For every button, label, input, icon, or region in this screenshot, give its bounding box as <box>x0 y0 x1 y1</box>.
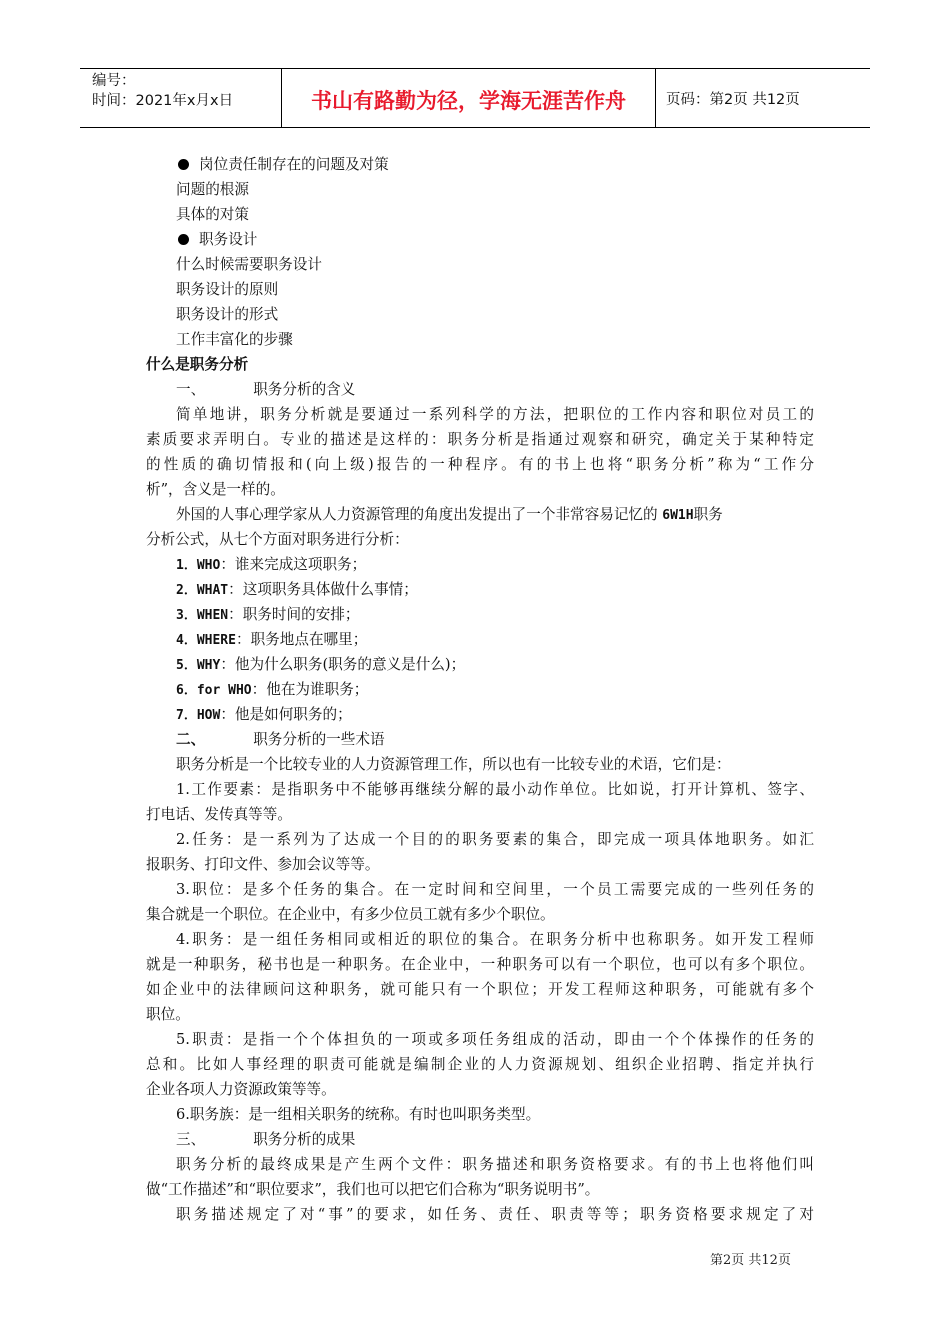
paragraph-line: 职位。 <box>146 1006 190 1023</box>
subsection-heading: 三、 职务分析的成果 <box>176 1131 356 1148</box>
paragraph-line: 职务分析的最终成果是产生两个文件：职务描述和职务资格要求。有的书上也将他们叫 <box>176 1156 814 1173</box>
header-meta <box>80 69 282 127</box>
formula-item: 7．HOW：他是如何职务的； <box>176 706 352 723</box>
paragraph-line: 报职务、打印文件、参加会议等等。 <box>146 856 380 873</box>
paragraph-line: 总和。比如人事经理的职责可能就是编制企业的人力资源规划、组织企业招聘、指定并执行 <box>146 1056 814 1073</box>
paragraph-line: 4.职务：是一组任务相同或相近的职位的集合。在职务分析中也称职务。如开发工程师 <box>176 931 814 948</box>
paragraph-line: 职务分析是一个比较专业的人力资源管理工作，所以也有一比较专业的术语，它们是： <box>176 756 731 773</box>
outline-item: 什么时候需要职务设计 <box>176 256 322 273</box>
subsection-heading: 一、 职务分析的含义 <box>176 381 356 398</box>
outline-item: 工作丰富化的步骤 <box>176 331 293 348</box>
paragraph-line: 简单地讲，职务分析就是要通过一系列科学的方法，把职位的工作内容和职位对员工的 <box>176 406 814 423</box>
paragraph-line: 打电话、发传真等等。 <box>146 806 292 823</box>
outline-item: 具体的对策 <box>176 206 249 223</box>
header-page-info: 页码：第2页 共12页 <box>666 91 800 108</box>
paragraph-line: 就是一种职务，秘书也是一种职务。在企业中，一种职务可以有一个职位，也可以有多个职位。 <box>146 956 814 973</box>
document-body <box>146 152 814 1227</box>
date-label: 时间：2021年x月x日 <box>92 93 234 109</box>
paragraph-line: 如企业中的法律顾问这种职务，就可能只有一个职位；开发工程师这种职务，可能就有多个 <box>146 981 814 998</box>
paragraph-line: 6.职务族：是一组相关职务的统称。有时也叫职务类型。 <box>176 1106 541 1123</box>
paragraph-line: 2.任务：是一系列为了达成一个目的的职务要素的集合，即完成一项具体地职务。如汇 <box>176 831 814 848</box>
paragraph-line: 外国的人事心理学家从人力资源管理的角度出发提出了一个非常容易记忆的 6W1H职务 <box>176 506 723 523</box>
outline-item: 职务设计的形式 <box>176 306 279 323</box>
section-title: 什么是职务分析 <box>146 356 249 373</box>
paragraph-line: 素质要求弄明白。专业的描述是这样的：职务分析是指通过观察和研究，确定关于某种特定 <box>146 431 814 448</box>
paragraph-line: 做“工作描述”和“职位要求”，我们也可以把它们合称为“职务说明书”。 <box>146 1181 600 1198</box>
page-header <box>80 68 870 128</box>
page-footer: 第2页 共12页 <box>710 1253 791 1268</box>
formula-item: 5．WHY：他为什么职务(职务的意义是什么)； <box>176 656 466 673</box>
serial-label: 编号： <box>92 73 136 89</box>
bullet-dot-icon <box>178 234 189 245</box>
paragraph-line: 分析公式，从七个方面对职务进行分析： <box>146 531 409 548</box>
subsection-heading: 二、 职务分析的一些术语 <box>176 731 385 748</box>
bullet-dot-icon <box>178 159 189 170</box>
paragraph-line: 企业各项人力资源政策等等。 <box>146 1081 336 1098</box>
formula-item: 6．for WHO：他在为谁职务； <box>176 681 369 698</box>
paragraph-line: 3.职位：是多个任务的集合。在一定时间和空间里，一个员工需要完成的一些列任务的 <box>176 881 814 898</box>
paragraph-line: 职务描述规定了对“事”的要求，如任务、责任、职责等等；职务资格要求规定了对 <box>176 1206 814 1223</box>
paragraph-line: 的性质的确切情报和(向上级)报告的一种程序。有的书上也将“职务分析”称为“工作分 <box>146 456 814 473</box>
formula-item: 1．WHO：谁来完成这项职务； <box>176 556 367 573</box>
header-motto: 书山有路勤为径，学海无涯苦作舟 <box>282 69 656 127</box>
paragraph-line: 析”，含义是一样的。 <box>146 481 285 498</box>
outline-bullet-item: 职务设计 <box>146 227 814 252</box>
outline-item: 职务设计的原则 <box>176 281 279 298</box>
formula-item: 2．WHAT：这项职务具体做什么事情； <box>176 581 418 598</box>
formula-item: 3．WHEN：职务时间的安排； <box>176 606 360 623</box>
paragraph-line: 1.工作要素：是指职务中不能够再继续分解的最小动作单位。比如说，打开计算机、签字、 <box>176 781 814 798</box>
outline-bullet-item: 岗位责任制存在的问题及对策 <box>146 152 814 177</box>
outline-item: 问题的根源 <box>176 181 249 198</box>
formula-item: 4．WHERE：职务地点在哪里； <box>176 631 368 648</box>
paragraph-line: 5.职责：是指一个个体担负的一项或多项任务组成的活动，即由一个个体操作的任务的 <box>176 1031 814 1048</box>
paragraph-line: 集合就是一个职位。在企业中，有多少位员工就有多少个职位。 <box>146 906 555 923</box>
